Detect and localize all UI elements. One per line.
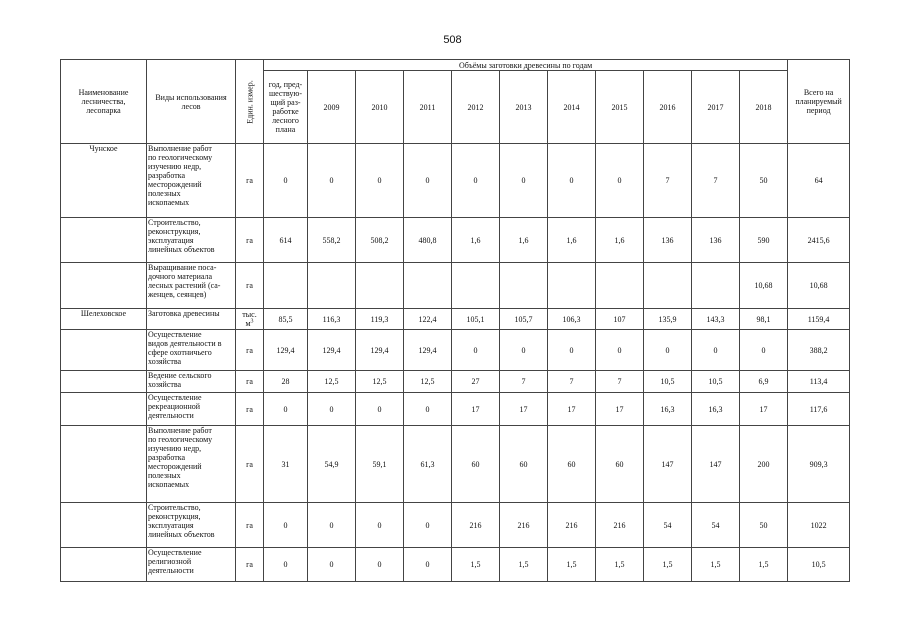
year-value: 1,6 <box>548 218 596 263</box>
year-value: 0 <box>740 330 788 371</box>
year-value: 129,4 <box>308 330 356 371</box>
year-value: 1,5 <box>548 548 596 582</box>
usage-type: Осуществление рекреационной деятельности <box>147 393 236 426</box>
total-value: 10,5 <box>788 548 850 582</box>
total-value: 909,3 <box>788 426 850 503</box>
year-value: 0 <box>404 503 452 548</box>
table-row <box>61 309 850 330</box>
year-value: 0 <box>692 330 740 371</box>
unit: га <box>236 426 264 503</box>
year-value: 558,2 <box>308 218 356 263</box>
forestry-name: Шелеховское <box>61 309 147 330</box>
year-value: 0 <box>404 548 452 582</box>
year-value: 59,1 <box>356 426 404 503</box>
year-value: 1,5 <box>500 548 548 582</box>
year-value: 27 <box>452 371 500 393</box>
year-value: 106,3 <box>548 309 596 330</box>
year-value: 0 <box>644 330 692 371</box>
unit: га <box>236 144 264 218</box>
year-value <box>308 263 356 309</box>
year-value: 1,6 <box>596 218 644 263</box>
forestry-name <box>61 548 147 582</box>
total-value: 117,6 <box>788 393 850 426</box>
year-value: 0 <box>404 144 452 218</box>
unit: га <box>236 371 264 393</box>
header-forestry-name: Наименование лесничества, лесопарка <box>61 60 147 144</box>
prev-year-value: 0 <box>264 503 308 548</box>
table-row <box>61 218 850 263</box>
forestry-name <box>61 330 147 371</box>
total-value: 2415,6 <box>788 218 850 263</box>
header-unit: Един. измер. <box>236 60 264 144</box>
year-value: 54 <box>644 503 692 548</box>
table-row <box>61 393 850 426</box>
year-value: 135,9 <box>644 309 692 330</box>
year-value: 0 <box>596 144 644 218</box>
year-value: 17 <box>500 393 548 426</box>
prev-year-value: 0 <box>264 393 308 426</box>
year-value: 0 <box>548 330 596 371</box>
year-value: 7 <box>644 144 692 218</box>
total-value: 113,4 <box>788 371 850 393</box>
year-value: 12,5 <box>404 371 452 393</box>
forestry-name <box>61 393 147 426</box>
year-value: 216 <box>596 503 644 548</box>
forestry-name: Чунское <box>61 144 147 218</box>
forestry-name <box>61 503 147 548</box>
prev-year-value: 28 <box>264 371 308 393</box>
usage-type: Ведение сельского хозяйства <box>147 371 236 393</box>
year-value: 122,4 <box>404 309 452 330</box>
year-value: 7 <box>692 144 740 218</box>
year-value: 143,3 <box>692 309 740 330</box>
total-value: 1022 <box>788 503 850 548</box>
forestry-name <box>61 426 147 503</box>
year-value: 508,2 <box>356 218 404 263</box>
year-value: 60 <box>548 426 596 503</box>
year-value: 60 <box>452 426 500 503</box>
year-value: 105,1 <box>452 309 500 330</box>
year-value: 0 <box>308 144 356 218</box>
year-value <box>596 263 644 309</box>
usage-type: Выращивание поса- дочного материала лесных растений (са- женцев, сеянцев) <box>147 263 236 309</box>
year-value: 0 <box>404 393 452 426</box>
year-value: 16,3 <box>692 393 740 426</box>
header-year: 2010 <box>356 71 404 144</box>
year-value: 0 <box>308 548 356 582</box>
year-value: 1,5 <box>740 548 788 582</box>
year-value: 1,5 <box>692 548 740 582</box>
year-value: 147 <box>692 426 740 503</box>
table-row <box>61 503 850 548</box>
unit: га <box>236 393 264 426</box>
usage-type: Осуществление религиозной деятельности <box>147 548 236 582</box>
usage-type: Осуществление видов деятельности в сфере охотничьего хозяйства <box>147 330 236 371</box>
year-value <box>452 263 500 309</box>
header-total: Всего на планируемый период <box>788 60 850 144</box>
year-value: 136 <box>692 218 740 263</box>
year-value: 10,68 <box>740 263 788 309</box>
year-value: 60 <box>500 426 548 503</box>
table-row <box>61 548 850 582</box>
year-value: 17 <box>740 393 788 426</box>
total-value: 1159,4 <box>788 309 850 330</box>
header-year: 2011 <box>404 71 452 144</box>
header-year: 2018 <box>740 71 788 144</box>
year-value: 0 <box>356 393 404 426</box>
header-volumes-by-year: Объёмы заготовки древесины по годам <box>264 60 788 71</box>
year-value: 116,3 <box>308 309 356 330</box>
year-value <box>644 263 692 309</box>
year-value: 216 <box>500 503 548 548</box>
table-row <box>61 263 850 309</box>
year-value: 0 <box>596 330 644 371</box>
usage-type: Выполнение работ по геологическому изучению недр, разработка месторождений полезных ископаемых <box>147 426 236 503</box>
year-value: 54,9 <box>308 426 356 503</box>
year-value <box>500 263 548 309</box>
year-value: 200 <box>740 426 788 503</box>
unit: га <box>236 503 264 548</box>
year-value: 7 <box>548 371 596 393</box>
year-value: 119,3 <box>356 309 404 330</box>
year-value: 10,5 <box>644 371 692 393</box>
year-value: 0 <box>452 144 500 218</box>
year-value: 0 <box>356 548 404 582</box>
header-prev-year: год, пред- шествую- щий раз- работке лесного плана <box>264 71 308 144</box>
year-value: 0 <box>500 144 548 218</box>
year-value: 1,6 <box>452 218 500 263</box>
year-value: 0 <box>308 393 356 426</box>
year-value: 147 <box>644 426 692 503</box>
year-value <box>404 263 452 309</box>
year-value: 216 <box>452 503 500 548</box>
year-value: 12,5 <box>356 371 404 393</box>
header-year: 2014 <box>548 71 596 144</box>
usage-type: Выполнение работ по геологическому изучению недр, разработка месторождений полезных ископаемых <box>147 144 236 218</box>
year-value: 7 <box>596 371 644 393</box>
year-value: 590 <box>740 218 788 263</box>
prev-year-value: 85,5 <box>264 309 308 330</box>
header-year: 2017 <box>692 71 740 144</box>
usage-type: Строительство, реконструкция, эксплуатация линейных объектов <box>147 218 236 263</box>
year-value: 98,1 <box>740 309 788 330</box>
header-forest-usage: Виды использования лесов <box>147 60 236 144</box>
unit: тыс. $м^3$ <box>236 309 264 330</box>
year-value: 107 <box>596 309 644 330</box>
year-value: 61,3 <box>404 426 452 503</box>
year-value: 216 <box>548 503 596 548</box>
year-value: 7 <box>500 371 548 393</box>
year-value: 0 <box>452 330 500 371</box>
header-year: 2013 <box>500 71 548 144</box>
forestry-name <box>61 218 147 263</box>
year-value: 50 <box>740 144 788 218</box>
year-value: 1,5 <box>596 548 644 582</box>
header-year: 2009 <box>308 71 356 144</box>
total-value: 388,2 <box>788 330 850 371</box>
prev-year-value: 31 <box>264 426 308 503</box>
table-row <box>61 371 850 393</box>
header-year: 2015 <box>596 71 644 144</box>
year-value: 60 <box>596 426 644 503</box>
year-value: 0 <box>548 144 596 218</box>
header-year: 2012 <box>452 71 500 144</box>
table-row <box>61 426 850 503</box>
year-value: 1,5 <box>644 548 692 582</box>
harvest-volume-table <box>60 59 850 582</box>
total-value: 64 <box>788 144 850 218</box>
year-value: 17 <box>452 393 500 426</box>
year-value: 1,6 <box>500 218 548 263</box>
year-value: 50 <box>740 503 788 548</box>
total-value: 10,68 <box>788 263 850 309</box>
unit: га <box>236 263 264 309</box>
year-value: 0 <box>356 503 404 548</box>
prev-year-value <box>264 263 308 309</box>
unit: га <box>236 330 264 371</box>
year-value: 17 <box>596 393 644 426</box>
year-value <box>356 263 404 309</box>
year-value: 16,3 <box>644 393 692 426</box>
year-value: 12,5 <box>308 371 356 393</box>
year-value: 10,5 <box>692 371 740 393</box>
unit: га <box>236 218 264 263</box>
year-value: 1,5 <box>452 548 500 582</box>
year-value <box>692 263 740 309</box>
table-row <box>61 144 850 218</box>
year-value: 105,7 <box>500 309 548 330</box>
year-value: 0 <box>356 144 404 218</box>
header-group-row <box>61 60 850 71</box>
year-value: 129,4 <box>356 330 404 371</box>
year-value: 480,8 <box>404 218 452 263</box>
prev-year-value: 614 <box>264 218 308 263</box>
year-value: 0 <box>308 503 356 548</box>
usage-type: Заготовка древесины <box>147 309 236 330</box>
year-value: 6,9 <box>740 371 788 393</box>
year-value: 129,4 <box>404 330 452 371</box>
year-value: 0 <box>500 330 548 371</box>
prev-year-value: 0 <box>264 144 308 218</box>
page-number: 508 <box>443 34 462 46</box>
table-body <box>61 144 850 582</box>
unit: га <box>236 548 264 582</box>
table-row <box>61 330 850 371</box>
year-value <box>548 263 596 309</box>
year-value: 136 <box>644 218 692 263</box>
year-value: 17 <box>548 393 596 426</box>
prev-year-value: 129,4 <box>264 330 308 371</box>
year-value: 54 <box>692 503 740 548</box>
prev-year-value: 0 <box>264 548 308 582</box>
usage-type: Строительство, реконструкция, эксплуатация линейных объектов <box>147 503 236 548</box>
forestry-name <box>61 263 147 309</box>
header-year: 2016 <box>644 71 692 144</box>
forestry-name <box>61 371 147 393</box>
